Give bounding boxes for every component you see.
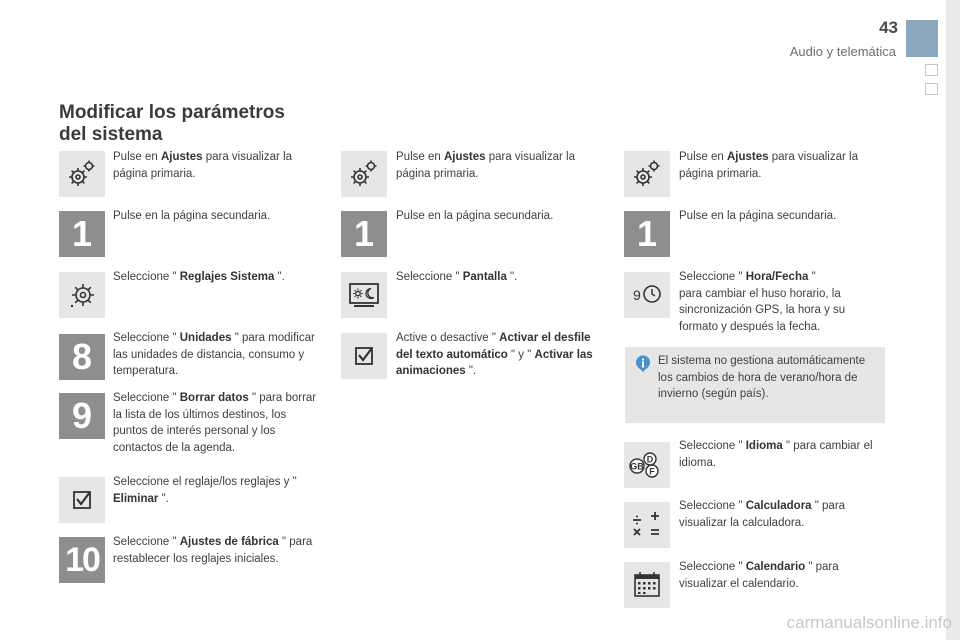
title-line-2: del sistema (59, 124, 163, 145)
clock-icon (624, 272, 670, 318)
corner-tab (906, 20, 938, 57)
system-settings-icon-box (59, 272, 105, 318)
step-units: Seleccione " Unidades " para modificar las unidades de distancia, consumo y temperatura. (113, 332, 315, 377)
step-system-settings: Seleccione " Reglajes Sistema ". (113, 271, 285, 283)
step-factory-reset: Seleccione " Ajustes de fábrica " para restablecer los reglajes iniciales. (113, 536, 313, 565)
info-note (625, 347, 885, 423)
time-date-icon-box (624, 272, 670, 318)
settings-icon-box (59, 151, 105, 197)
gears-icon (624, 151, 670, 197)
step-number-1: 1 (59, 211, 105, 257)
step-number-1: 1 (341, 211, 387, 257)
step-language: Seleccione " Idioma " para cambiar el idioma. (679, 440, 873, 469)
section-title: Audio y telemática (789, 44, 896, 59)
calculator-icon-box (624, 502, 670, 548)
info-icon (635, 355, 651, 373)
step-open-settings: Pulse en Ajustes para visualizar la página primaria. (396, 151, 575, 180)
system-gear-icon (59, 272, 105, 318)
calendar-icon-box (624, 562, 670, 608)
checkbox-icon (59, 477, 105, 523)
step-number-8: 8 (59, 334, 105, 380)
info-note-text: El sistema no gestiona automáticamente los cambios de hora de verano/hora de invierno (según país). (658, 355, 866, 400)
checkbox-icon-box (341, 333, 387, 379)
gears-icon (341, 151, 387, 197)
calculator-icon (624, 502, 670, 548)
step-time-date: Seleccione " Hora/Fecha " para cambiar el huso horario, la sincronización GPS, la hora y su formato y después la fecha. (679, 271, 846, 333)
page-title (59, 102, 285, 146)
svg-text:9: 9 (633, 287, 641, 303)
language-icon (624, 442, 670, 488)
checkbox-icon (341, 333, 387, 379)
screen-brightness-icon (341, 272, 387, 318)
margin-square (925, 83, 938, 95)
step-open-settings: Pulse en Ajustes para visualizar la página primaria. (113, 151, 292, 180)
step-display: Seleccione " Pantalla ". (396, 271, 518, 283)
page-number: 43 (879, 18, 898, 37)
language-icon-box (624, 442, 670, 488)
settings-icon-box (341, 151, 387, 197)
watermark: carmanualsonline.info (786, 613, 952, 632)
gears-icon (59, 151, 105, 197)
step-secondary-page: Pulse en la página secundaria. (679, 210, 837, 222)
step-secondary-page: Pulse en la página secundaria. (113, 210, 271, 222)
step-number-1: 1 (624, 211, 670, 257)
lang-gb-label: GB (630, 461, 644, 472)
side-band (946, 0, 960, 640)
settings-icon-box (624, 151, 670, 197)
step-clear-data: Seleccione " Borrar datos " para borrar la lista de los últimos destinos, los puntos de interés personal y los contactos de la agenda. (113, 392, 317, 454)
step-open-settings: Pulse en Ajustes para visualizar la página primaria. (679, 151, 858, 180)
step-calculator: Seleccione " Calculadora " para visualizar la calculadora. (679, 500, 846, 529)
step-animations: Active o desactive " Activar el desfile del texto automático " y " Activar las animaciones ". (396, 332, 593, 377)
step-calendar: Seleccione " Calendario " para visualizar el calendario. (679, 561, 839, 590)
screen-icon-box (341, 272, 387, 318)
checkbox-icon-box (59, 477, 105, 523)
calendar-icon (624, 562, 670, 608)
lang-f-label: F (649, 466, 655, 477)
step-secondary-page: Pulse en la página secundaria. (396, 210, 554, 222)
step-number-10: 10 (59, 537, 105, 583)
step-number-9: 9 (59, 393, 105, 439)
step-delete: Seleccione el reglaje/los reglajes y " Eliminar ". (113, 476, 297, 505)
lang-d-label: D (646, 454, 654, 465)
title-line-1: Modificar los parámetros (59, 102, 285, 123)
margin-square (925, 64, 938, 76)
